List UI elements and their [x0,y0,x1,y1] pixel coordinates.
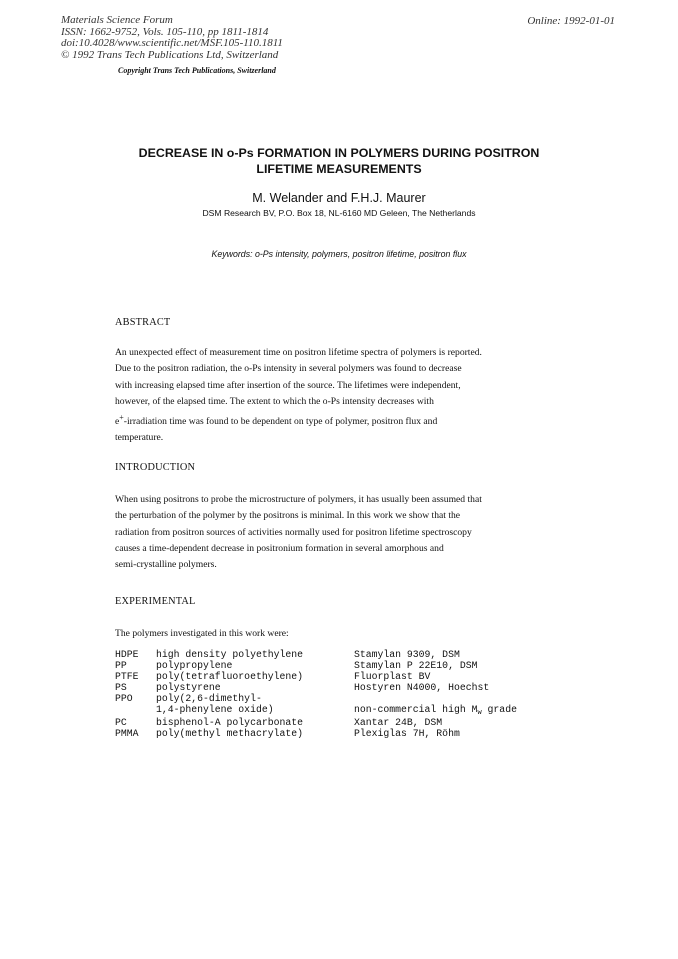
polymer-abbr [115,705,156,719]
positron-superscript: + [119,413,124,423]
abstract-line: with increasing elapsed time after insertion of the source. The lifetimes were independent, [115,379,461,391]
doi-line: doi:10.4028/www.scientific.net/MSF.105-110.1811 [61,37,283,50]
keywords: Keywords: o-Ps intensity, polymers, positron lifetime, positron flux [211,249,467,259]
abstract-heading: ABSTRACT [115,317,171,328]
polymer-source [354,705,517,719]
polymer-abbr: PC [115,717,127,729]
issn-line: ISSN: 1662-9752, Vols. 105-110, pp 1811-1814 [61,25,269,38]
ppo-source-grade: grade [481,703,517,715]
polymer-source: Stamylan P 22E10, DSM [354,659,478,671]
introduction-heading: INTRODUCTION [115,462,196,473]
polymer-name: poly(2,6-dimethyl- [156,692,262,704]
polymer-name: high density polyethylene [156,649,303,660]
polymer-table [115,650,517,740]
abstract-body [115,345,555,447]
polymer-name: polypropylene [156,659,233,671]
authors: M. Welander and F.H.J. Maurer [252,191,426,205]
ppo-source-subscript: w [477,708,482,717]
title-line-2: LIFETIME MEASUREMENTS [256,161,422,176]
affiliation: DSM Research BV, P.O. Box 18, NL-6160 MD Geleen, The Netherlands [202,208,476,218]
polymer-source: Hostyren N4000, Hoechst [354,681,490,693]
experimental-heading: EXPERIMENTAL [115,596,196,607]
table-row [115,705,517,719]
polymer-source: Stamylan 9309, DSM [354,649,460,660]
intro-line: radiation from positron sources of activities normally used for positron lifetime spectroscopy [115,526,472,538]
journal-name: Materials Science Forum [61,14,173,26]
polymer-abbr: HDPE [115,649,139,660]
polymer-abbr: PP [115,659,127,671]
polymer-source: Plexiglas 7H, Röhm [354,728,460,740]
copyright-line: © 1992 Trans Tech Publications Ltd, Switzerland [61,48,279,61]
intro-line: causes a time-dependent decrease in positronium formation in several amorphous and [115,542,444,554]
polymer-name: poly(tetrafluoroethylene) [156,670,303,682]
introduction-body [115,492,555,573]
polymer-abbr: PS [115,681,127,693]
abstract-line: temperature. [115,432,164,444]
intro-line: the perturbation of the polymer by the positrons is minimal. In this work we show that the [115,510,461,522]
polymer-abbr: PPO [115,692,133,704]
polymer-name: polystyrene [156,681,221,693]
table-row [115,729,517,740]
positron-symbol: e [115,416,120,428]
experimental-intro: The polymers investigated in this work were: [115,628,289,639]
intro-line: semi-crystalline polymers. [115,559,217,571]
title-line-1: DECREASE IN o-Ps FORMATION IN POLYMERS DURING POSITRON [138,146,540,160]
abstract-line-text: -irradiation time was found to be dependent on type of polymer, positron flux and [123,416,438,428]
ppo-source-text: non-commercial high M [354,703,478,715]
polymer-abbr: PTFE [115,670,139,682]
abstract-line [115,410,555,430]
publication-metadata [61,15,283,61]
copyright-stamp: Copyright Trans Tech Publications, Switzerland [118,66,276,75]
intro-line: When using positrons to probe the microstructure of polymers, it has usually been assumed that [115,494,482,505]
abstract-line: An unexpected effect of measurement time on positron lifetime spectra of polymers is reported. [115,347,482,358]
online-date: Online: 1992-01-01 [527,15,615,27]
paper-title [0,146,678,177]
polymer-name: 1,4-phenylene oxide) [156,703,274,715]
table-row [115,683,517,694]
polymer-name: poly(methyl methacrylate) [156,728,303,740]
abstract-line: Due to the positron radiation, the o-Ps intensity in several polymers was found to decrease [115,363,462,375]
polymer-name: bisphenol-A polycarbonate [156,717,303,729]
polymer-source: Xantar 24B, DSM [354,717,443,729]
polymer-source: Fluorplast BV [354,670,431,682]
polymer-abbr: PMMA [115,728,139,740]
abstract-line: however, of the elapsed time. The extent to which the o-Ps intensity decreases with [115,395,434,407]
